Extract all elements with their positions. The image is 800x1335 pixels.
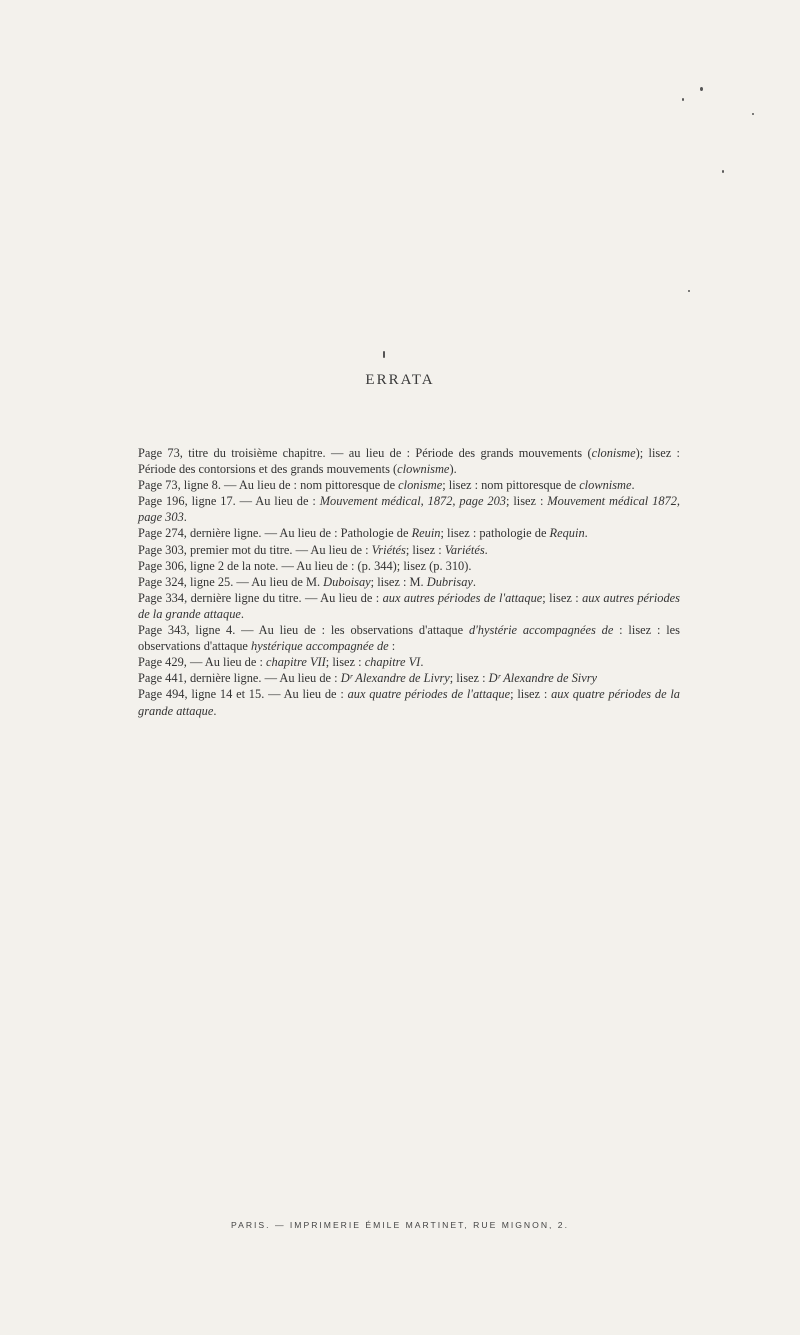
errata-entry: Page 306, ligne 2 de la note. — Au lieu de : (p. 344); lisez (p. 310). [138,558,472,573]
errata-entry: Page 324, ligne 25. — Au lieu de M. Duboisay; lisez : M. Dubrisay. [138,574,476,589]
errata-entry: Page 73, ligne 8. — Au lieu de : nom pittoresque de clonisme; lisez : nom pittoresque de clownisme. [138,478,635,493]
paper-speck [752,113,754,115]
page-title: ERRATA [365,372,435,388]
errata-entry: Page 441, dernière ligne. — Au lieu de : Dʳ Alexandre de Livry; lisez : Dʳ Alexandre de Sivry [138,671,598,686]
errata-entry: Page 73, titre du troisième chapitre. — au lieu de : Période des grands mouvements (clonisme); lisez : Période des contorsions et des grands mouvements (clownisme). [138,446,680,477]
errata-entry: Page 343, ligne 4. — Au lieu de : les observations d'attaque d'hystérie accompagnées de : lisez : les observations d'attaque hystérique accompagnée de : [138,623,680,654]
errata-entry: Page 196, ligne 17. — Au lieu de : Mouvement médical, 1872, page 203; lisez : Mouvement médical 1872, page 303. [138,494,680,525]
paper-speck [722,170,724,173]
printer-imprint: PARIS. — IMPRIMERIE ÉMILE MARTINET, RUE MIGNON, 2. [231,1220,569,1230]
paper-speck [682,98,684,101]
paper-speck [700,87,703,91]
paper-speck [383,351,385,358]
errata-list [138,445,680,719]
errata-entry: Page 274, dernière ligne. — Au lieu de : Pathologie de Reuin; lisez : pathologie de Requin. [138,526,588,541]
errata-entry: Page 334, dernière ligne du titre. — Au lieu de : aux autres périodes de l'attaque; lisez : aux autres périodes de la grande attaque. [138,590,680,621]
errata-entry: Page 303, premier mot du titre. — Au lieu de : Vriétés; lisez : Variétés. [138,542,488,557]
errata-entry: Page 494, ligne 14 et 15. — Au lieu de : aux quatre périodes de l'attaque; lisez : aux quatre périodes de la grande attaque. [138,687,680,718]
errata-entry: Page 429, — Au lieu de : chapitre VII; lisez : chapitre VI. [138,655,424,670]
paper-speck [688,290,690,292]
